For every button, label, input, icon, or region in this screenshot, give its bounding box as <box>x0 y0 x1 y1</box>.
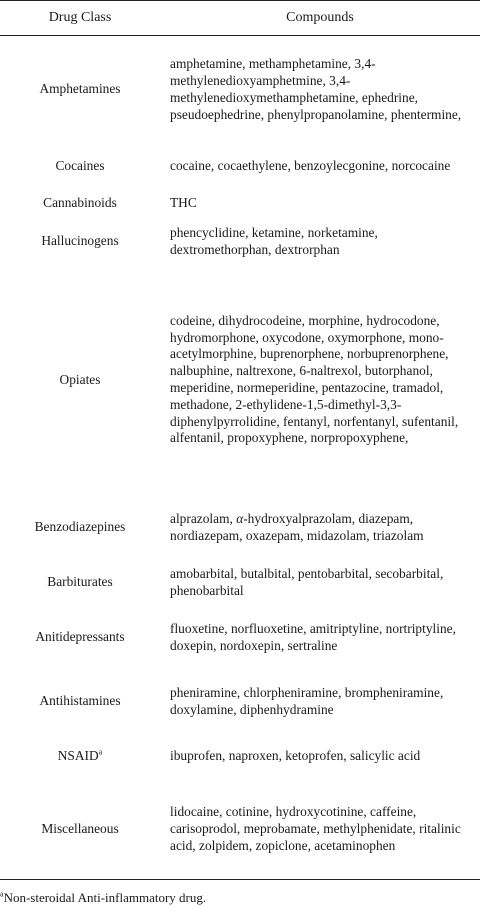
table-header-row <box>0 1 480 36</box>
table-row <box>0 189 480 219</box>
table-row <box>0 36 480 144</box>
compounds-text-end: -hydroxyalprazolam, diazepam, nordiazepam, oxazepam, midazolam, triazolam <box>170 510 424 543</box>
compounds-cell: pheniramine, chlorpheniramine, brompheniramine, doxylamine, diphenhydramine <box>170 684 444 717</box>
table-row <box>0 670 480 734</box>
drug-class-cell <box>0 734 160 780</box>
compounds-cell: lidocaine, cotinine, hydroxycotinine, caffeine, carisoprodol, meprobamate, methylphenidate, ritalinic acid, zolpidem, zopiclone, acetaminophen <box>160 780 480 880</box>
drug-class-cell: Hallucinogens <box>41 233 119 249</box>
drug-class-cell: Cocaines <box>55 157 105 173</box>
compounds-cell <box>160 496 480 560</box>
compounds-cell: amobarbital, butalbital, pentobarbital, secobarbital, phenobarbital <box>170 565 444 598</box>
footnote-marker: a <box>0 889 4 899</box>
drug-class-label: NSAID <box>57 748 99 764</box>
footnote-text: Non-steroidal Anti-inflammatory drug. <box>3 890 207 905</box>
table-row <box>0 496 480 560</box>
table-row <box>0 780 480 880</box>
compounds-cell: ibuprofen, naproxen, ketoprofen, salicylic acid <box>170 748 421 764</box>
compounds-cell: codeine, dihydrocodeine, morphine, hydrocodone, hydromorphone, oxycodone, oxymorphone, mono-acetylmorphine, buprenorphene, norbuprenorphene, nalbuphine, naltrexone, 6-naltrexol, butorphanol, meperidine, normeperidine, pentazocine, tramadol, methadone, 2-ethylidene-1,5-dimethyl-3,3-diphenylpyrrolidine, fentanyl, norfentanyl, sufentanil, alfentanil, propoxyphene, norpropoxyphene, <box>170 312 459 446</box>
table-row <box>0 560 480 606</box>
compounds-cell: cocaine, cocaethylene, benzoylecgonine, norcocaine <box>170 157 451 173</box>
footnote-marker: a <box>98 747 103 757</box>
compounds-cell: phencyclidine, ketamine, norketamine, dextromethorphan, dextrorphan <box>170 224 378 257</box>
table-footnote <box>0 890 206 906</box>
drug-class-cell: Anitidepressants <box>35 629 125 645</box>
table-row <box>0 265 480 496</box>
drug-class-cell: Amphetamines <box>39 81 121 97</box>
drug-class-cell: Opiates <box>59 371 101 387</box>
drug-class-cell: Antihistamines <box>39 693 121 709</box>
compounds-text-start: alprazolam, <box>170 510 237 526</box>
drug-class-cell: Barbiturates <box>47 574 113 590</box>
header-compounds: Compounds <box>160 1 480 36</box>
table-row <box>0 734 480 780</box>
compounds-cell: amphetamine, methamphetamine, 3,4-methylenedioxyamphetmine, 3,4-methylenedioxymethamphetamine, ephedrine, pseudoephedrine, phenylpropanolamine, phentermine, <box>170 56 462 122</box>
drug-class-cell: Benzodiazepines <box>34 519 126 535</box>
compounds-cell: THC <box>170 195 197 211</box>
table-row <box>0 606 480 670</box>
drug-class-cell: Cannabinoids <box>43 195 117 211</box>
table-row <box>0 219 480 265</box>
drug-class-cell: Miscellaneous <box>0 780 160 880</box>
header-drug-class: Drug Class <box>0 1 160 36</box>
alpha-symbol: α <box>236 510 244 526</box>
compounds-cell: fluoxetine, norfluoxetine, amitriptyline, nortriptyline, doxepin, nordoxepin, sertraline <box>170 620 456 653</box>
table-row <box>0 144 480 189</box>
